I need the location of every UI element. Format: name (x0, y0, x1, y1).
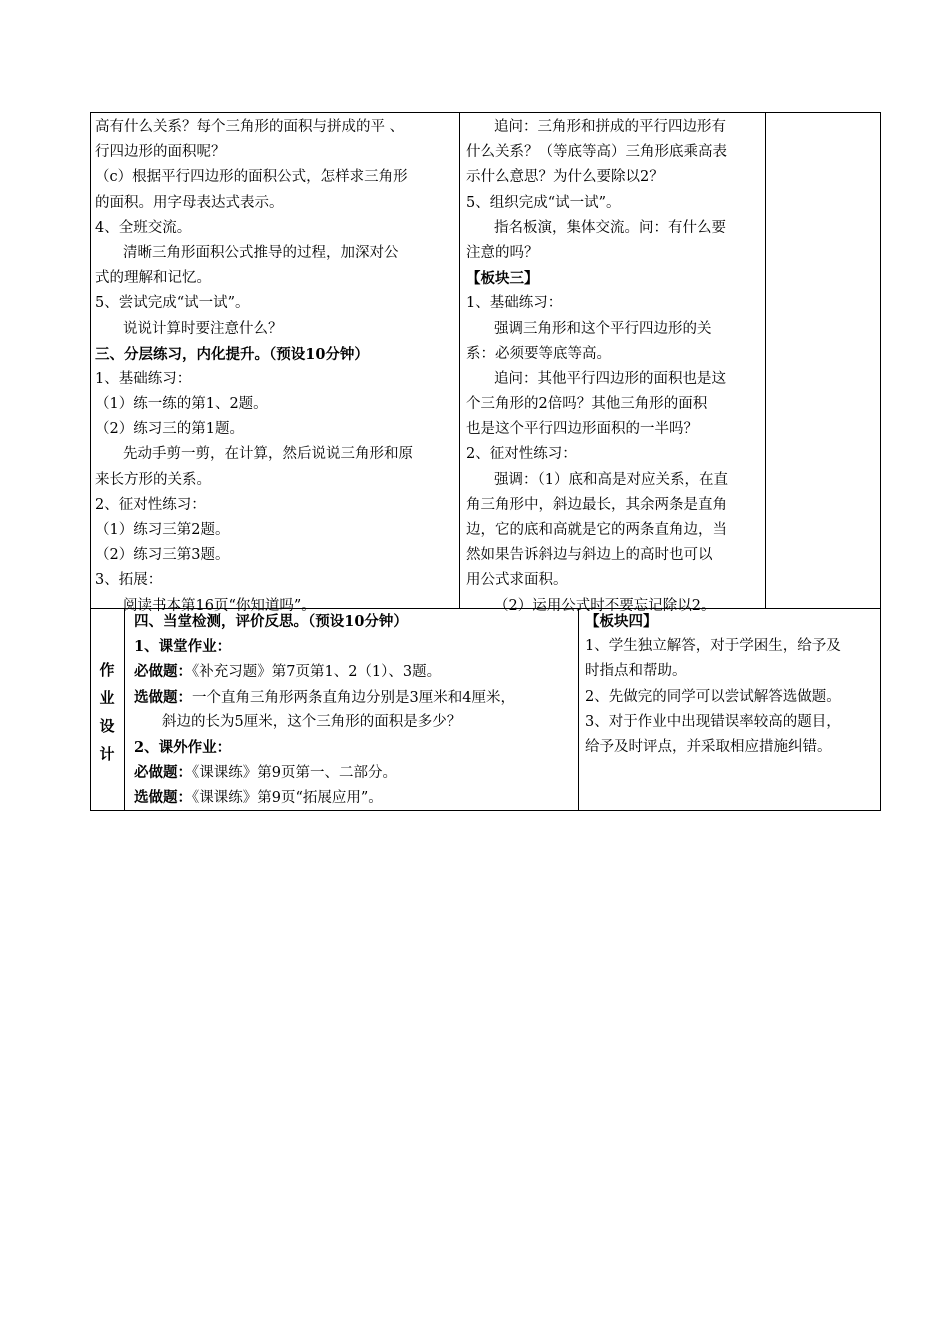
text-line: 角三角形中，斜边最长，其余两条是直角 (466, 496, 727, 513)
text-line: 5、尝试完成“试一试”。 (95, 295, 250, 312)
text-line: （1）练一练的第1、2题。 (95, 396, 268, 413)
text-line: 式的理解和记忆。 (95, 270, 211, 287)
homework-item-text: 斜边的长为5厘米，这个三角形的面积是多少？ (162, 713, 462, 730)
homework-label-char: 业 (99, 689, 115, 707)
text-line: 强调三角形和这个平行四边形的关 (494, 320, 712, 337)
text-line: 示什么意思？为什么要除以2？ (466, 169, 664, 186)
teaching-process-cell (95, 115, 455, 619)
text-line: （2）练习三第3题。 (95, 547, 230, 564)
homework-label-char: 设 (99, 717, 115, 735)
homework-item-text: 四、当堂检测，评价反思。（预设10分钟） (134, 613, 408, 630)
text-line: 行四边形的面积呢？ (95, 144, 226, 161)
homework-line (134, 659, 574, 684)
homework-label-char: 作 (99, 661, 115, 679)
text-line: 1、基础练习： (466, 295, 563, 312)
text-line: 说说计算时要注意什么？ (123, 320, 283, 337)
homework-item-text: 《补充习题》第7页第1、2（1）、3题。 (192, 664, 442, 681)
text-line: （2）练习三的第1题。 (95, 421, 244, 438)
text-line: 2、先做完的同学可以尝试解答选做题。 (585, 688, 841, 705)
text-line: 追问：三角形和拼成的平行四边形有 (494, 119, 726, 135)
homework-line (134, 609, 574, 634)
text-line: 的面积。用字母表达式表示。 (95, 194, 284, 211)
homework-design-label (97, 656, 117, 768)
text-line: 先动手剪一剪，在计算，然后说说三角形和原 (123, 446, 413, 463)
text-line: 然如果告诉斜边与斜边上的高时也可以 (466, 547, 713, 564)
text-line: 追问：其他平行四边形的面积也是这 (494, 370, 726, 387)
text-line: 边，它的底和高就是它的两条直角边，当 (466, 522, 727, 538)
text-line: 高有什么关系？每个三角形的面积与拼成的平 、 (95, 119, 405, 135)
homework-item-text: 1、课堂作业： (134, 638, 232, 656)
homework-item-text: 一个直角三角形两条直角边分别是3厘米和4厘米， (192, 689, 515, 706)
text-line: 用公式求面积。 (466, 572, 568, 589)
text-line: 2、征对性练习： (95, 496, 206, 513)
text-line: （2）运用公式时不要忘记除以2。 (494, 597, 716, 614)
upper-divider-1 (459, 112, 460, 609)
homework-item-text: 2、课外作业： (134, 738, 232, 756)
text-line: 2、征对性练习： (466, 446, 577, 463)
homework-item-label: 必做题： (134, 663, 192, 681)
text-line: 4、全班交流。 (95, 219, 192, 236)
lower-divider-1 (124, 608, 125, 811)
text-line: 5、组织完成“试一试”。 (466, 194, 621, 211)
text-line: 清晰三角形面积公式推导的过程，加深对公 (123, 244, 399, 261)
text-line: 指名板演，集体交流。问：有什么要 (494, 219, 726, 236)
text-line: 个三角形的2倍吗？其他三角形的面积 (466, 396, 708, 413)
text-line: 也是这个平行四边形面积的一半吗？ (466, 421, 698, 438)
text-line: 3、对于作业中出现错误率较高的题目， (585, 713, 841, 730)
text-line: 3、拓展： (95, 572, 163, 589)
text-line: 给予及时评点，并采取相应措施纠错。 (585, 738, 832, 755)
text-line: 系：必须要等底等高。 (466, 345, 611, 362)
homework-line (134, 735, 574, 760)
text-line: 【板块三】 (466, 270, 539, 288)
text-line: （c）根据平行四边形的面积公式，怎样求三角形 (95, 169, 408, 186)
text-line: 来长方形的关系。 (95, 471, 211, 488)
homework-line (134, 634, 574, 659)
homework-item-text: 《课课练》第9页“拓展应用”。 (192, 790, 383, 807)
text-line: 1、学生独立解答，对于学困生，给予及 (585, 638, 841, 655)
homework-item-text: 《课课练》第9页第一、二部分。 (192, 765, 397, 782)
text-line: 什么关系？（等底等高）三角形底乘高表 (466, 144, 727, 161)
homework-line (134, 785, 574, 810)
homework-item-label: 必做题： (134, 764, 192, 782)
text-line: 【板块四】 (585, 613, 658, 630)
homework-content-cell (134, 609, 574, 811)
text-line: 1、基础练习： (95, 370, 192, 387)
homework-guidance-cell (585, 609, 877, 760)
homework-item-label: 选做题： (134, 789, 192, 807)
text-line: 时指点和帮助。 (585, 663, 687, 680)
text-line: （1）练习三第2题。 (95, 522, 230, 538)
homework-line (134, 710, 574, 735)
notes-cell (766, 113, 880, 608)
lower-divider-2 (578, 608, 579, 811)
homework-label-char: 计 (99, 745, 115, 763)
text-line: 注意的吗？ (466, 244, 539, 261)
teacher-guidance-cell (466, 115, 762, 619)
text-line: 强调：（1）底和高是对应关系，在直 (494, 471, 728, 488)
text-line: 阅读书本第16页“你知道吗”。 (123, 597, 316, 614)
text-line: 三、分层练习，内化提升。（预设10分钟） (95, 345, 369, 363)
homework-item-label: 选做题： (134, 688, 192, 706)
homework-line (134, 760, 574, 785)
homework-line (134, 685, 574, 710)
